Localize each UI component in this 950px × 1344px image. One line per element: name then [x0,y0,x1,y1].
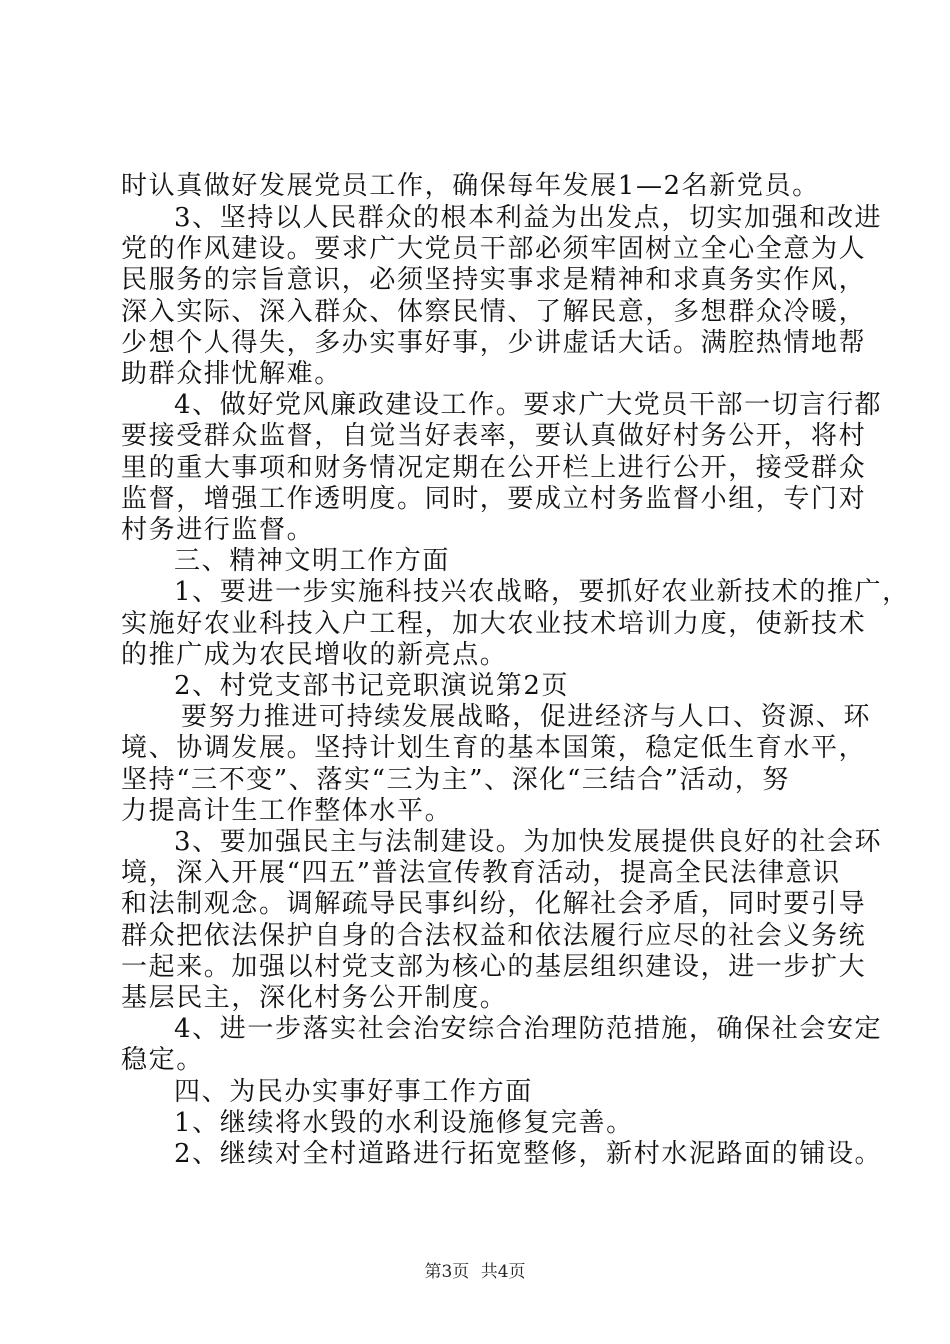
text-line: 坚持“三不变”、落实“三为主”、深化“三结合”活动，努 [121,765,790,795]
text-line: 党的作风建设。要求广大党员干部必须牢固树立全心全意为人 [121,234,867,264]
text-line: 群众把依法保护自身的合法权益和依法履行应尽的社会义务统 [121,921,867,951]
text-line: 时认真做好发展党员工作，确保每年发展1—2名新党员。 [121,171,820,201]
text-line: 监督，增强工作透明度。同时，要成立村务监督小组，专门对 [121,484,867,514]
text-line: 4、做好党风廉政建设工作。要求广大党员干部一切言行都 [174,390,883,420]
section-heading: 三、精神文明工作方面 [174,546,451,576]
text-line: 少想个人得失，多办实事好事，少讲虚话大话。满腔热情地帮 [121,328,867,358]
text-line: 境，深入开展“四五”普法宣传教育活动，提高全民法律意识 [121,858,841,888]
text-line: 的推广成为农民增收的新亮点。 [121,640,508,670]
text-line: 民服务的宗旨意识，必须坚持实事求是精神和求真务实作风， [121,265,867,295]
text-line: 力提高计生工作整体水平。 [121,796,453,826]
text-line: 深入实际、深入群众、体察民情、了解民意，多想群众冷暖， [121,297,867,327]
text-line: 一起来。加强以村党支部为核心的基层组织建设，进一步扩大 [121,952,867,982]
text-line: 稳定。 [121,1045,204,1075]
page-total: 共4页 [480,1262,526,1282]
text-line: 3、要加强民主与法制建设。为加快发展提供良好的社会环 [174,827,883,857]
text-line: 村务进行监督。 [121,515,315,545]
page-footer [0,1258,950,1286]
page-number: 第3页 [424,1262,470,1282]
text-line: 基层民主，深化村务公开制度。 [121,983,508,1013]
text-line: 4、进一步落实社会治安综合治理防范措施，确保社会安定 [174,1014,883,1044]
text-line: 要努力推进可持续发展战略，促进经济与人口、资源、环 [181,702,872,732]
text-line: 里的重大事项和财务情况定期在公开栏上进行公开，接受群众 [121,453,867,483]
text-line: 境、协调发展。坚持计划生育的基本国策，稳定低生育水平， [121,733,867,763]
text-line: 实施好农业科技入户工程，加大农业技术培训力度，使新技术 [121,609,867,639]
text-line: 和法制观念。调解疏导民事纠纷，化解社会矛盾，同时要引导 [121,889,867,919]
text-line: 助群众排忧解难。 [121,359,342,389]
text-line: 1、继续将水毁的水利设施修复完善。 [174,1108,634,1138]
text-line: 3、坚持以人民群众的根本利益为出发点，切实加强和改进 [174,203,883,233]
text-line: 要接受群众监督，自觉当好表率，要认真做好村务公开，将村 [121,421,867,451]
section-heading: 四、为民办实事好事工作方面 [174,1077,533,1107]
text-line: 2、村党支部书记竞职演说第2页 [174,671,570,701]
text-line: 1、要进一步实施科技兴农战略，要抓好农业新技术的推广， [174,577,910,607]
text-line: 2、继续对全村道路进行拓宽整修，新村水泥路面的铺设。 [174,1139,883,1169]
